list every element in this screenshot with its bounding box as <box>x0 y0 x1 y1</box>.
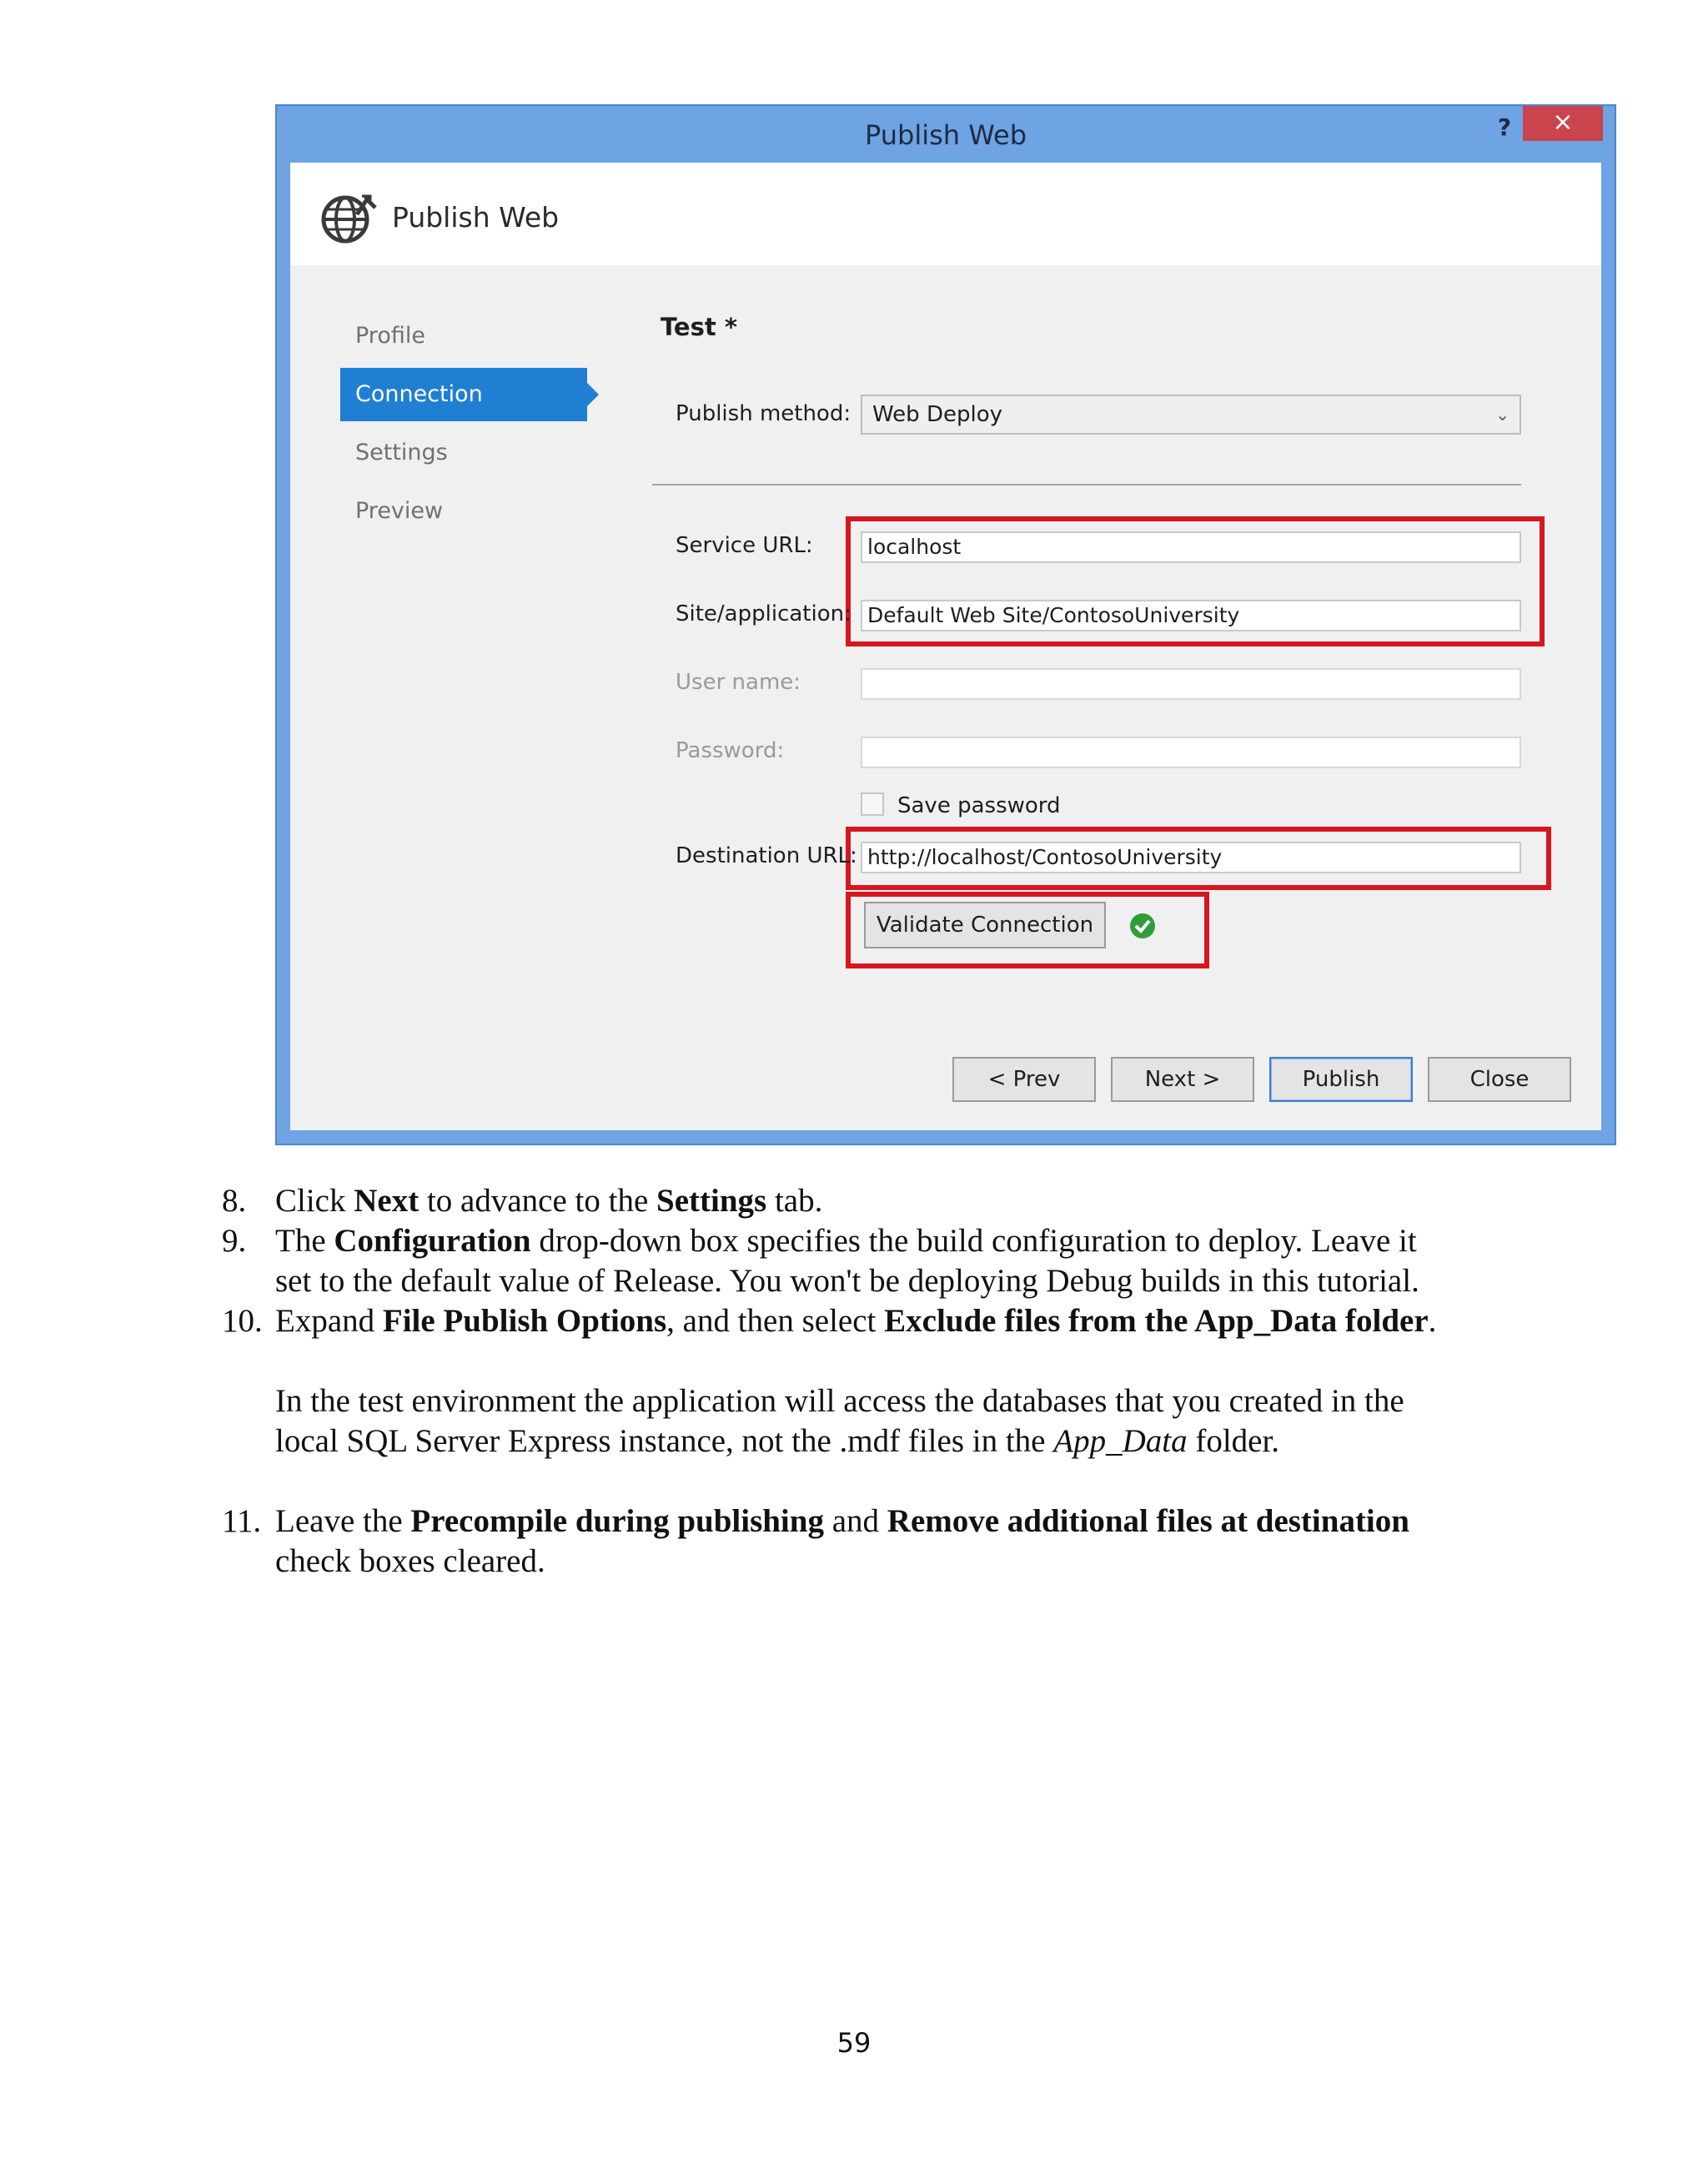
bold-term: Next <box>354 1183 419 1219</box>
title-bar <box>277 106 1615 163</box>
separator <box>652 484 1521 485</box>
instructions <box>222 1181 1573 1582</box>
password-input[interactable] <box>861 737 1521 768</box>
nav-profile[interactable]: Profile <box>355 323 425 349</box>
window-close-button[interactable]: × <box>1523 106 1603 141</box>
nav-connection[interactable]: Connection <box>340 368 587 421</box>
window-title: Publish Web <box>865 119 1027 151</box>
italic-term: App_Data <box>1053 1423 1188 1459</box>
text: Expand <box>275 1303 383 1339</box>
text: folder. <box>1187 1423 1280 1459</box>
save-password-label: Save password <box>897 793 1061 818</box>
success-check-icon <box>1129 913 1156 939</box>
text: to advance to the <box>419 1183 657 1219</box>
user-name-input[interactable] <box>861 668 1521 700</box>
text: local SQL Server Express instance, not the .mdf files in the <box>275 1423 1054 1459</box>
publish-button[interactable]: Publish <box>1269 1057 1413 1102</box>
site-application-input[interactable]: Default Web Site/ContosoUniversity <box>861 600 1521 631</box>
prev-button[interactable]: < Prev <box>952 1057 1096 1102</box>
help-button[interactable]: ? <box>1497 113 1512 141</box>
step-number: 11. <box>222 1503 262 1539</box>
bold-term: Precompile during publishing <box>410 1503 824 1539</box>
text: check boxes cleared. <box>275 1543 545 1579</box>
text: In the test environment the application will access the databases that you created in the <box>275 1383 1404 1419</box>
bold-term: Exclude files from the App_Data folder <box>884 1303 1429 1339</box>
bold-term: Remove additional files at destination <box>887 1503 1409 1539</box>
step-number: 8. <box>222 1183 247 1219</box>
bold-term: Settings <box>656 1183 767 1219</box>
page-number: 59 <box>836 2027 872 2059</box>
service-url-input[interactable]: localhost <box>861 531 1521 563</box>
text: The <box>275 1223 334 1259</box>
text: and <box>823 1503 887 1539</box>
profile-name: Test * <box>661 313 737 341</box>
step-number: 10. <box>222 1303 263 1339</box>
service-url-label: Service URL: <box>676 533 813 558</box>
password-label: Password: <box>676 738 785 763</box>
site-application-label: Site/application: <box>676 601 851 626</box>
text: Leave the <box>275 1503 411 1539</box>
text: . <box>1428 1303 1437 1339</box>
step-9 <box>222 1221 1573 1301</box>
bold-term: File Publish Options <box>382 1303 667 1339</box>
globe-publish-icon <box>320 189 377 246</box>
dialog-header-title: Publish Web <box>392 201 560 234</box>
note-paragraph <box>222 1381 1573 1461</box>
publish-method-label: Publish method: <box>676 401 851 426</box>
next-button[interactable]: Next > <box>1111 1057 1254 1102</box>
text: set to the default value of Release. You won't be deploying Debug builds in this tutorial. <box>275 1263 1419 1299</box>
publish-web-dialog <box>275 104 1616 1145</box>
save-password-checkbox[interactable] <box>861 792 884 816</box>
step-11 <box>222 1502 1573 1582</box>
step-10 <box>222 1301 1573 1341</box>
dialog-header <box>290 163 1601 265</box>
dialog-client-area <box>290 163 1601 1130</box>
text: Click <box>275 1183 354 1219</box>
user-name-label: User name: <box>676 670 801 695</box>
text: tab. <box>766 1183 823 1219</box>
nav-preview[interactable]: Preview <box>355 498 444 524</box>
text: drop-down box specifies the build configuration to deploy. Leave it <box>530 1223 1417 1259</box>
publish-method-select[interactable] <box>861 395 1521 435</box>
publish-method-value: Web Deploy <box>872 402 1002 427</box>
text: , and then select <box>666 1303 885 1339</box>
chevron-down-icon: ⌄ <box>1495 405 1510 425</box>
destination-url-input[interactable]: http://localhost/ContosoUniversity <box>861 842 1521 873</box>
nav-settings[interactable]: Settings <box>355 440 448 465</box>
validate-connection-button[interactable]: Validate Connection <box>864 902 1106 948</box>
bold-term: Configuration <box>334 1223 531 1259</box>
close-button[interactable]: Close <box>1428 1057 1571 1102</box>
destination-url-label: Destination URL: <box>676 843 857 868</box>
step-8 <box>222 1181 1573 1221</box>
step-number: 9. <box>222 1223 247 1259</box>
